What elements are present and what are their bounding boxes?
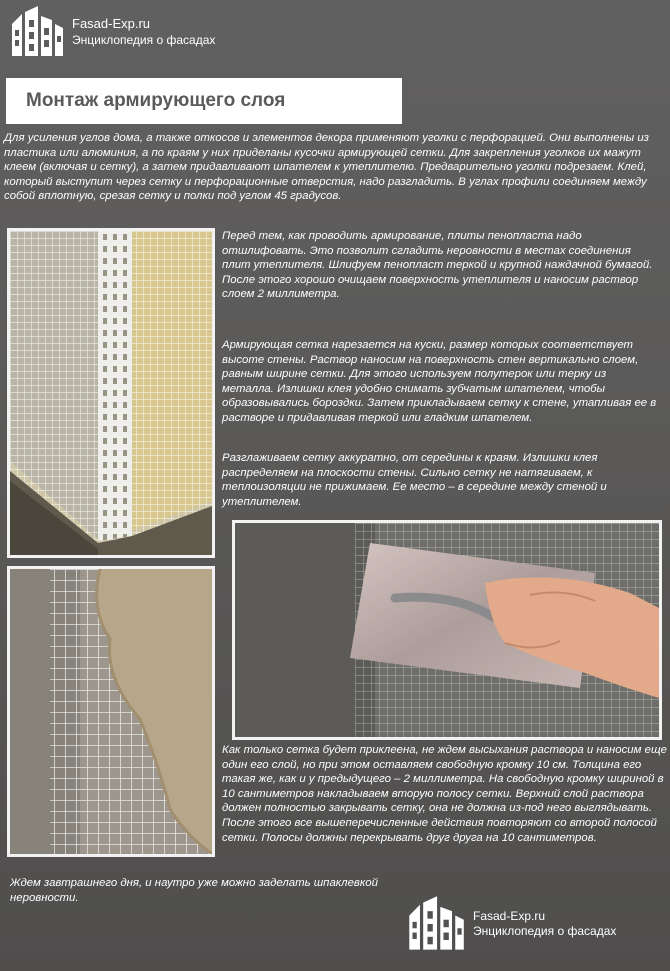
intro-paragraph: Для усиления углов дома, а также откосов и элементов декора применяют уголки с перфорацией. Они выполнены из пластика или алюминия, а по краям у них приделаны кусочки армирующей сетки. Для закрепления уголков их мажут клеем (включая и сетку), а затем придавливают шпателем к утеплителю. Предварительно уголки подрезаем. Клей, который выступит через сетку и перфорационные отверстия, надо разгладить. В углах профили соединяем между собой вплотную, срезая сетку и полки под углом 45 градусов.	[4, 132, 649, 203]
paragraph-smoothing: Разглаживаем сетку аккуратно, от середины к краям. Излишки клея распределяем на плоскости стены. Сильно сетку не натягиваем, к теплоизоляции не прижимаем. Ее место – в середине между стеной и утеплителем.	[222, 452, 607, 508]
page-title: Монтаж армирующего слоя	[26, 90, 286, 111]
paragraph-sanding: Перед тем, как проводить армирование, плиты пенопласта надо отшлифовать. Это позволит сгладить неровности в местах соединения плит утеплителя. Шлифуем пенопласт теркой и крупной наждачной бумагой. После этого хорошо очищаем поверхность утеплителя и наносим раствор слоем 2 миллиметра.	[222, 230, 653, 301]
trowel-mesh-photo	[232, 520, 662, 740]
brand-logo-top[interactable]	[8, 6, 215, 58]
mesh-plaster-photo	[7, 566, 215, 857]
building-logo-icon	[405, 896, 467, 952]
brand-subtitle: Энциклопедия о фасадах	[72, 32, 216, 47]
corner-profile-photo	[7, 228, 215, 558]
paragraph-second-layer: Как только сетка будет приклеена, не ждем высыхания раствора и наносим еще один его слой, но при этом оставляем свободную кромку 10 см. Толщина его такая же, как и у предыдущего – 2 миллиметра. На свободную кромку шириной в 10 сантиметров накладываем вторую полосу сетки. Верхний слой раствора должен полностью закрывать сетку, она не должна из-под него выглядывать. После этого все вышеперечисленные действия повторяют со второй полосой сетки. Полосы должны перекрывать друг друга на 10 сантиметров.	[222, 744, 667, 844]
brand-site-name-bottom: Fasad-Exp.ru	[473, 909, 546, 923]
brand-subtitle-bottom: Энциклопедия о фасадах	[473, 924, 617, 938]
paragraph-mesh-cutting: Армирующая сетка нарезается на куски, размер которых соответствует высоте стены. Раствор наносим на поверхность стен вертикально слоем, равным ширине сетки. Для этого используем полутерок или терку из металла. Излишки клея удобно снимать зубчатым шпателем, чтобы образовывались бороздки. Затем прикладываем сетку к стене, утапливая ее в растворе и придавливая теркой или гладким шпателем.	[222, 339, 657, 424]
title-banner	[6, 78, 402, 124]
paragraph-next-day: Ждем завтрашнего дня, и наутро уже можно заделать шпаклевкой неровности.	[10, 877, 378, 904]
brand-logo-bottom[interactable]	[405, 896, 616, 952]
brand-site-name: Fasad-Exp.ru	[72, 16, 151, 32]
building-logo-icon	[8, 6, 66, 58]
